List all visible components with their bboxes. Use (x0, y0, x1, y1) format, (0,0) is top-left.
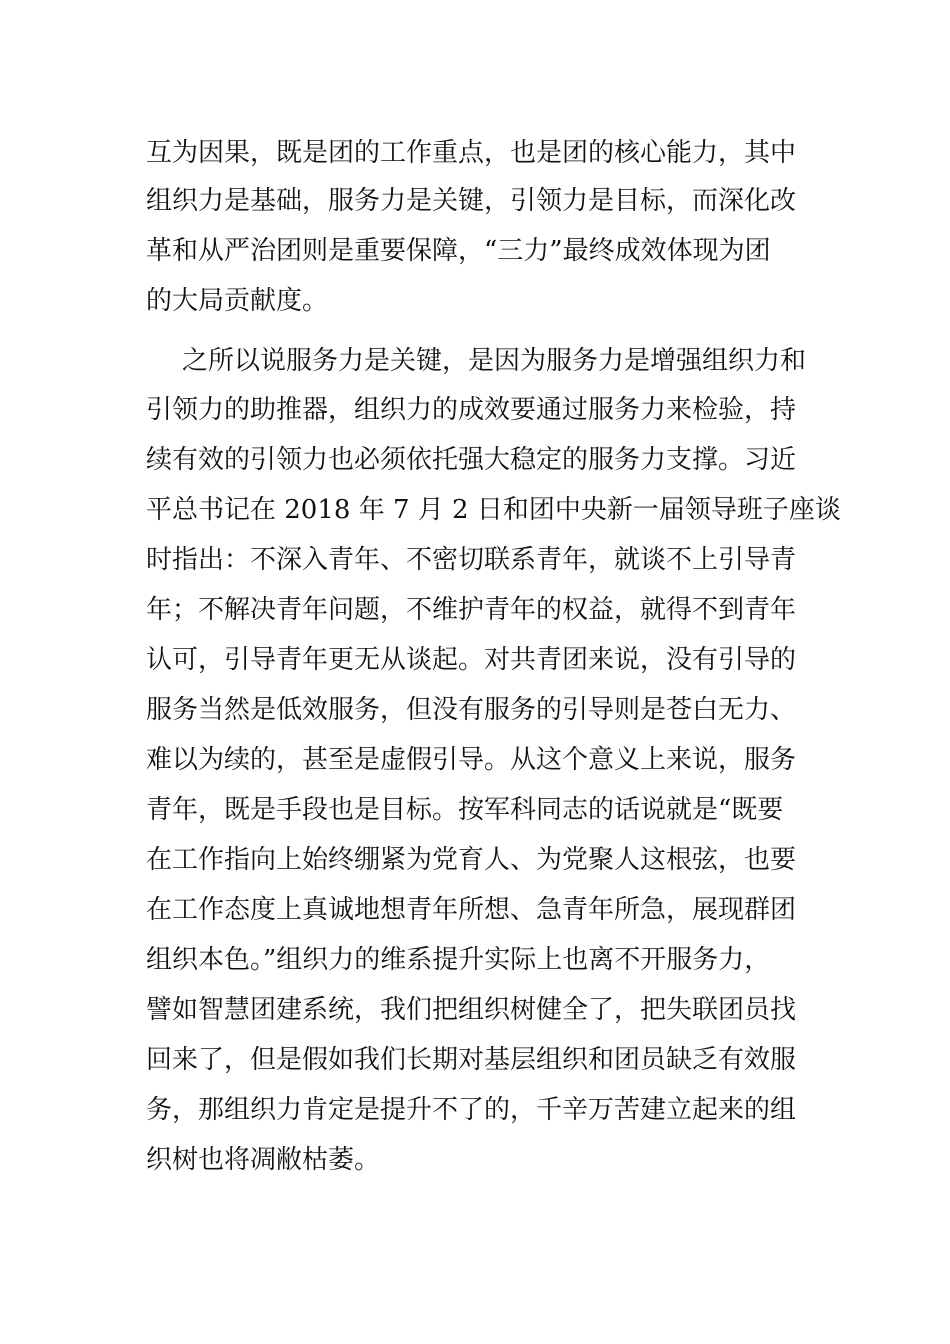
paragraph-2-line-4: 平总书记在 2018 年 7 月 2 日和团中央新一届领导班子座谈 (146, 495, 841, 525)
paragraph-2-line-11: 在工作指向上始终绷紧为党育人、为党聚人这根弦，也要 (146, 845, 797, 875)
paragraph-2-line-6: 年；不解决青年问题，不维护青年的权益，就得不到青年 (146, 595, 797, 625)
paragraph-1-line-1: 互为因果，既是团的工作重点，也是团的核心能力，其中 (146, 138, 797, 168)
paragraph-1-line-3: 革和从严治团则是重要保障，“三力”最终成效体现为团 (146, 236, 771, 266)
paragraph-2-line-13: 组织本色。”组织力的维系提升实际上也离不开服务力， (146, 945, 771, 975)
paragraph-2-line-9: 难以为续的，甚至是虚假引导。从这个意义上来说，服务 (146, 745, 797, 775)
paragraph-2-line-2: 引领力的助推器，组织力的成效要通过服务力来检验，持 (146, 395, 797, 425)
paragraph-1-line-2: 组织力是基础，服务力是关键，引领力是目标，而深化改 (146, 186, 797, 216)
paragraph-2-line-7: 认可，引导青年更无从谈起。对共青团来说，没有引导的 (146, 645, 797, 675)
paragraph-2-line-3: 续有效的引领力也必须依托强大稳定的服务力支撑。习近 (146, 445, 797, 475)
paragraph-2-line-17: 织树也将凋敝枯萎。 (146, 1145, 381, 1175)
paragraph-2-line-5: 时指出：不深入青年、不密切联系青年，就谈不上引导青 (146, 545, 797, 575)
paragraph-2-line-12: 在工作态度上真诚地想青年所想、急青年所急，展现群团 (146, 895, 797, 925)
paragraph-1-line-4: 的大局贡献度。 (146, 286, 329, 316)
paragraph-2-line-1: 之所以说服务力是关键，是因为服务力是增强组织力和 (182, 346, 807, 376)
paragraph-2-line-16: 务，那组织力肯定是提升不了的，千辛万苦建立起来的组 (146, 1095, 797, 1125)
paragraph-2-line-10: 青年，既是手段也是目标。按军科同志的话说就是“既要 (146, 795, 784, 825)
paragraph-2-line-14: 譬如智慧团建系统，我们把组织树健全了，把失联团员找 (146, 995, 797, 1025)
paragraph-2-line-8: 服务当然是低效服务，但没有服务的引导则是苍白无力、 (146, 695, 797, 725)
paragraph-2-line-15: 回来了，但是假如我们长期对基层组织和团员缺乏有效服 (146, 1045, 797, 1075)
